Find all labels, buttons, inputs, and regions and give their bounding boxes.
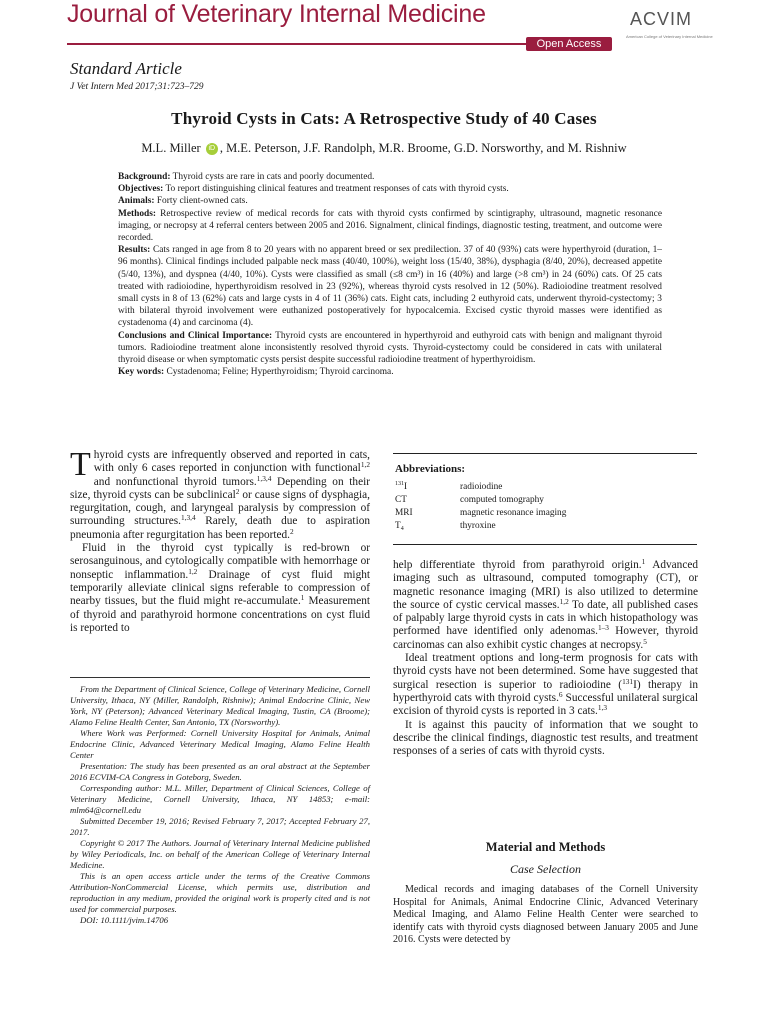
keywords-label: Key words:	[118, 367, 165, 378]
background-label: Background:	[118, 172, 171, 182]
open-access-badge[interactable]: Open Access	[526, 37, 612, 51]
abbreviation-definition: magnetic resonance imaging	[460, 508, 567, 518]
article-type: Standard Article	[70, 59, 182, 78]
acvim-logo	[622, 9, 713, 39]
abbreviations-title: Abbreviations:	[395, 463, 466, 475]
reference[interactable]: 6	[558, 689, 563, 699]
methods-paragraph: Medical records and imaging databases of the Cornell University Hospital for Animals, Animal Endocrine Clinic, Advanced Veterinary Medical Imaging, and Alamo Feline Health Center were searched to identify cats with thyroid cysts diagnosed between January 2005 and June 2016. Cysts were detected by	[393, 884, 698, 946]
logo-text: ACVIM	[630, 9, 693, 29]
journal-title: Journal of Veterinary Internal Medicine	[67, 0, 486, 28]
footnote-block	[70, 684, 370, 926]
subsection-heading: Case Selection	[510, 862, 581, 876]
isotope-superscript: 131	[622, 676, 634, 686]
intro-text: Rarely, death due to aspiration pneumonia after regurgitation has been reported.	[70, 515, 371, 541]
other-authors: , M.E. Peterson, J.F. Randolph, M.R. Broome, G.D. Norsworthy, and M. Rishniw	[219, 141, 627, 155]
abbreviation-term: CT	[395, 495, 407, 505]
orcid-icon[interactable]: iD	[206, 143, 218, 155]
section-heading: Material and Methods	[485, 840, 606, 854]
objectives-label: Objectives:	[118, 184, 164, 195]
animals-label: Animals:	[118, 196, 155, 207]
author-list	[0, 141, 768, 156]
abbreviation-definition: computed tomography	[460, 495, 544, 505]
reference[interactable]: 1	[641, 557, 646, 566]
intro-text: or cause signs of dysphagia, regurgitation, cough, and laryngeal paralysis by compression of surrounding structures.	[70, 488, 371, 528]
intro-text: Depending on their size, thyroid cysts can be subclinical	[70, 475, 370, 501]
reference[interactable]: 2	[290, 526, 294, 536]
animals-text: Forty client-owned cats.	[156, 196, 248, 207]
intro-text: help differentiate thyroid from parathyroid origin.	[393, 559, 642, 571]
copyright: Copyright © 2017 The Authors. Journal of Veterinary Internal Medicine published by Wiley Periodicals, Inc. on behalf of the American College of Veterinary Internal Medicine.	[70, 838, 370, 870]
citation: J Vet Intern Med 2017;31:723–729	[70, 82, 204, 92]
paper-title: Thyroid Cysts in Cats: A Retrospective Study of 40 Cases	[171, 109, 597, 128]
reference[interactable]: 1,3,4	[256, 473, 272, 483]
results-label: Results:	[118, 245, 151, 256]
abstract	[118, 171, 662, 378]
intro-right-column	[393, 559, 698, 758]
conclusions-label: Conclusions and Clinical Importance:	[118, 330, 273, 341]
conclusions-text: Thyroid cysts are encountered in hyperthyroid and euthyroid cats with benign and malignant thyroid tumors. Radioiodine treatment alone inconsistently resolved thyroid cysts. Thyroid-cystectomy could be considered in cats with unilateral thyroid disease or when symptomatic cysts persist despite successful radioiodine treatment of hyperthyroidism.	[118, 330, 662, 366]
reference[interactable]: 1–3	[597, 623, 609, 633]
affiliation: From the Department of Clinical Science, College of Veterinary Medicine, Cornell University, Ithaca, NY (Miller, Randolph, Rishniw); Animal Endocrine Clinic, New York, NY (Peterson); Advanced Veterinary Medical Imaging, Tustin, CA (Broome); Alamo Feline Health Center, San Antonio, TX (Norsworthy).	[70, 684, 370, 727]
reference[interactable]: 1	[300, 593, 305, 603]
reference[interactable]: 1,3,4	[180, 513, 196, 523]
intro-text: To date, all published cases of palpably large thyroid cysts in cats in which histopathology was performed have identified only adenomas.	[393, 598, 698, 638]
abbreviation-term: $^{131}$I	[395, 481, 408, 492]
reference[interactable]: 1,2	[188, 566, 198, 576]
reference[interactable]: 1,2	[360, 460, 370, 470]
methods-text: Retrospective review of medical records for cats with thyroid cysts confirmed by scintigraphy, ultrasound, magnetic resonance imaging, or necropsy at 4 referral centers between 2005 and 2016. Signalment, clinical findings, diagnostic testing, treatment, and outcome were recorded.	[118, 208, 662, 244]
reference[interactable]: 2	[235, 486, 240, 496]
abbreviation-term: $T_4$	[395, 521, 404, 532]
intro-text: Advanced imaging such as ultrasound, computed tomography (CT), or magnetic resonance imaging (MRI) is also utilized to determine the source of cystic cervical masses.	[393, 559, 698, 611]
reference[interactable]: 1,2	[559, 596, 569, 606]
license: This is an open access article under the terms of the Creative Commons Attribution-NonCommercial License, which permits use, distribution and reproduction in any medium, provided the original work is properly cited and is not used for commercial purposes.	[70, 871, 370, 914]
objectives-text: To report distinguishing clinical features and treatment responses of cats with thyroid cysts.	[165, 184, 509, 195]
keywords-text: Cystadenoma; Feline; Hyperthyroidism; Thyroid carcinoma.	[166, 367, 394, 378]
presentation-note: Presentation: The study has been presented as an oral abstract at the September 2016 ECVIM-CA Congress in Goteborg, Sweden.	[70, 761, 370, 782]
doi-link[interactable]: DOI: 10.1111/jvim.14706	[80, 915, 169, 925]
intro-text: Measurement of thyroid and parathyroid hormone concentrations on cyst fluid is reported to	[70, 595, 370, 634]
intro-text: Drainage of cyst fluid might temporarily alleviate clinical signs referable to compression of nearby tissues, but the fluid might re-accumulate.	[70, 568, 371, 608]
intro-left-column	[70, 446, 371, 635]
results-text: Cats ranged in age from 8 to 20 years with no apparent breed or sex predilection. 37 of 40 (93%) cats were hyperthyroid (duration, 1–96 months). Clinical findings included palpable neck mass (40/40, 100%), weight loss (15/40, 38%), dysphagia (8/40, 20%), decreased appetite (5/40, 13%), and dyspnea (4/40, 10%). Cysts were classified as small (≤8 cm³) in 16 (40%) and large (>8 cm³) in 24 (60%) cats. Of 25 cats treated with radioiodine, hyperthyroidism resolved in 23 (92%), whereas thyroid cysts resolved in 12 (50%). Radioiodine treatment resolved small cysts in 8 of 13 (62%) cats and large cysts in 4 of 11 (36%) cats. Eight cats, including 2 euthyroid cats, underwent thyroid-cystectomy; 3 with bilateral thyroid involvement were euthanized postoperatively for hypocalcemia. Excised cystic thyroid masses were identified as cystadenoma (4) and carcinoma (4).	[118, 245, 662, 329]
abbreviation-definition: radioiodine	[460, 482, 503, 492]
reference[interactable]: 1,3	[597, 703, 608, 713]
work-location: Where Work was Performed: Cornell University Hospital for Animals, Animal Endocrine Clinic, Advanced Veterinary Medical Imaging, Alamo Feline Health Center	[70, 728, 370, 760]
intro-text: and nonfunctional thyroid tumors.	[93, 475, 257, 488]
header-rule	[67, 43, 532, 45]
submission-dates: Submitted December 19, 2016; Revised February 7, 2017; Accepted February 27, 2017.	[70, 816, 370, 837]
background-text: Thyroid cysts are rare in cats and poorly documented.	[172, 172, 375, 182]
footnote-rule	[70, 677, 370, 678]
logo-subtext: American College of Veterinary Internal Medicine	[626, 34, 713, 39]
abbreviation-term: MRI	[395, 508, 413, 518]
intro-text: I) therapy in hyperthyroid cats with thyroid cysts.	[393, 678, 698, 704]
intro-text: Ideal treatment options and long-term prognosis for cats with thyroid cysts have not been determined. Some have suggested that surgical resection is superior to radioiodine (	[393, 652, 698, 691]
intro-text: However, thyroid carcinomas can also exhibit cystic changes at necropsy.	[393, 625, 698, 651]
dropcap: T	[70, 446, 91, 483]
methods-text	[393, 884, 698, 947]
corresponding-author: Corresponding author: M.L. Miller, Department of Clinical Sciences, College of Veterinary Medicine, Cornell University, Ithaca, NY 14853; e-mail: mlm64@cornell.edu	[70, 783, 370, 815]
abbreviation-definition: thyroxine	[460, 521, 496, 531]
intro-text: Fluid in the thyroid cyst typically is red-brown or serosanguinous, and cytologically compatible with hemorrhage or nonseptic inflammation.	[70, 542, 370, 581]
abbreviations-box	[393, 453, 697, 545]
methods-label: Methods:	[118, 208, 157, 219]
intro-text: hyroid cysts are infrequently observed and reported in cats, with only 6 cases reported in conjunction with functional	[93, 449, 370, 475]
intro-text: Successful unilateral surgical excision of thyroid cysts is reported in 3 cats.	[393, 691, 698, 718]
reference[interactable]: 5	[643, 636, 647, 646]
intro-text: It is against this paucity of information that we sought to describe the clinical findings, diagnostic test results, and treatment responses of a series of cats with thyroid cysts.	[393, 718, 698, 758]
first-author[interactable]: M.L. Miller	[141, 141, 201, 155]
